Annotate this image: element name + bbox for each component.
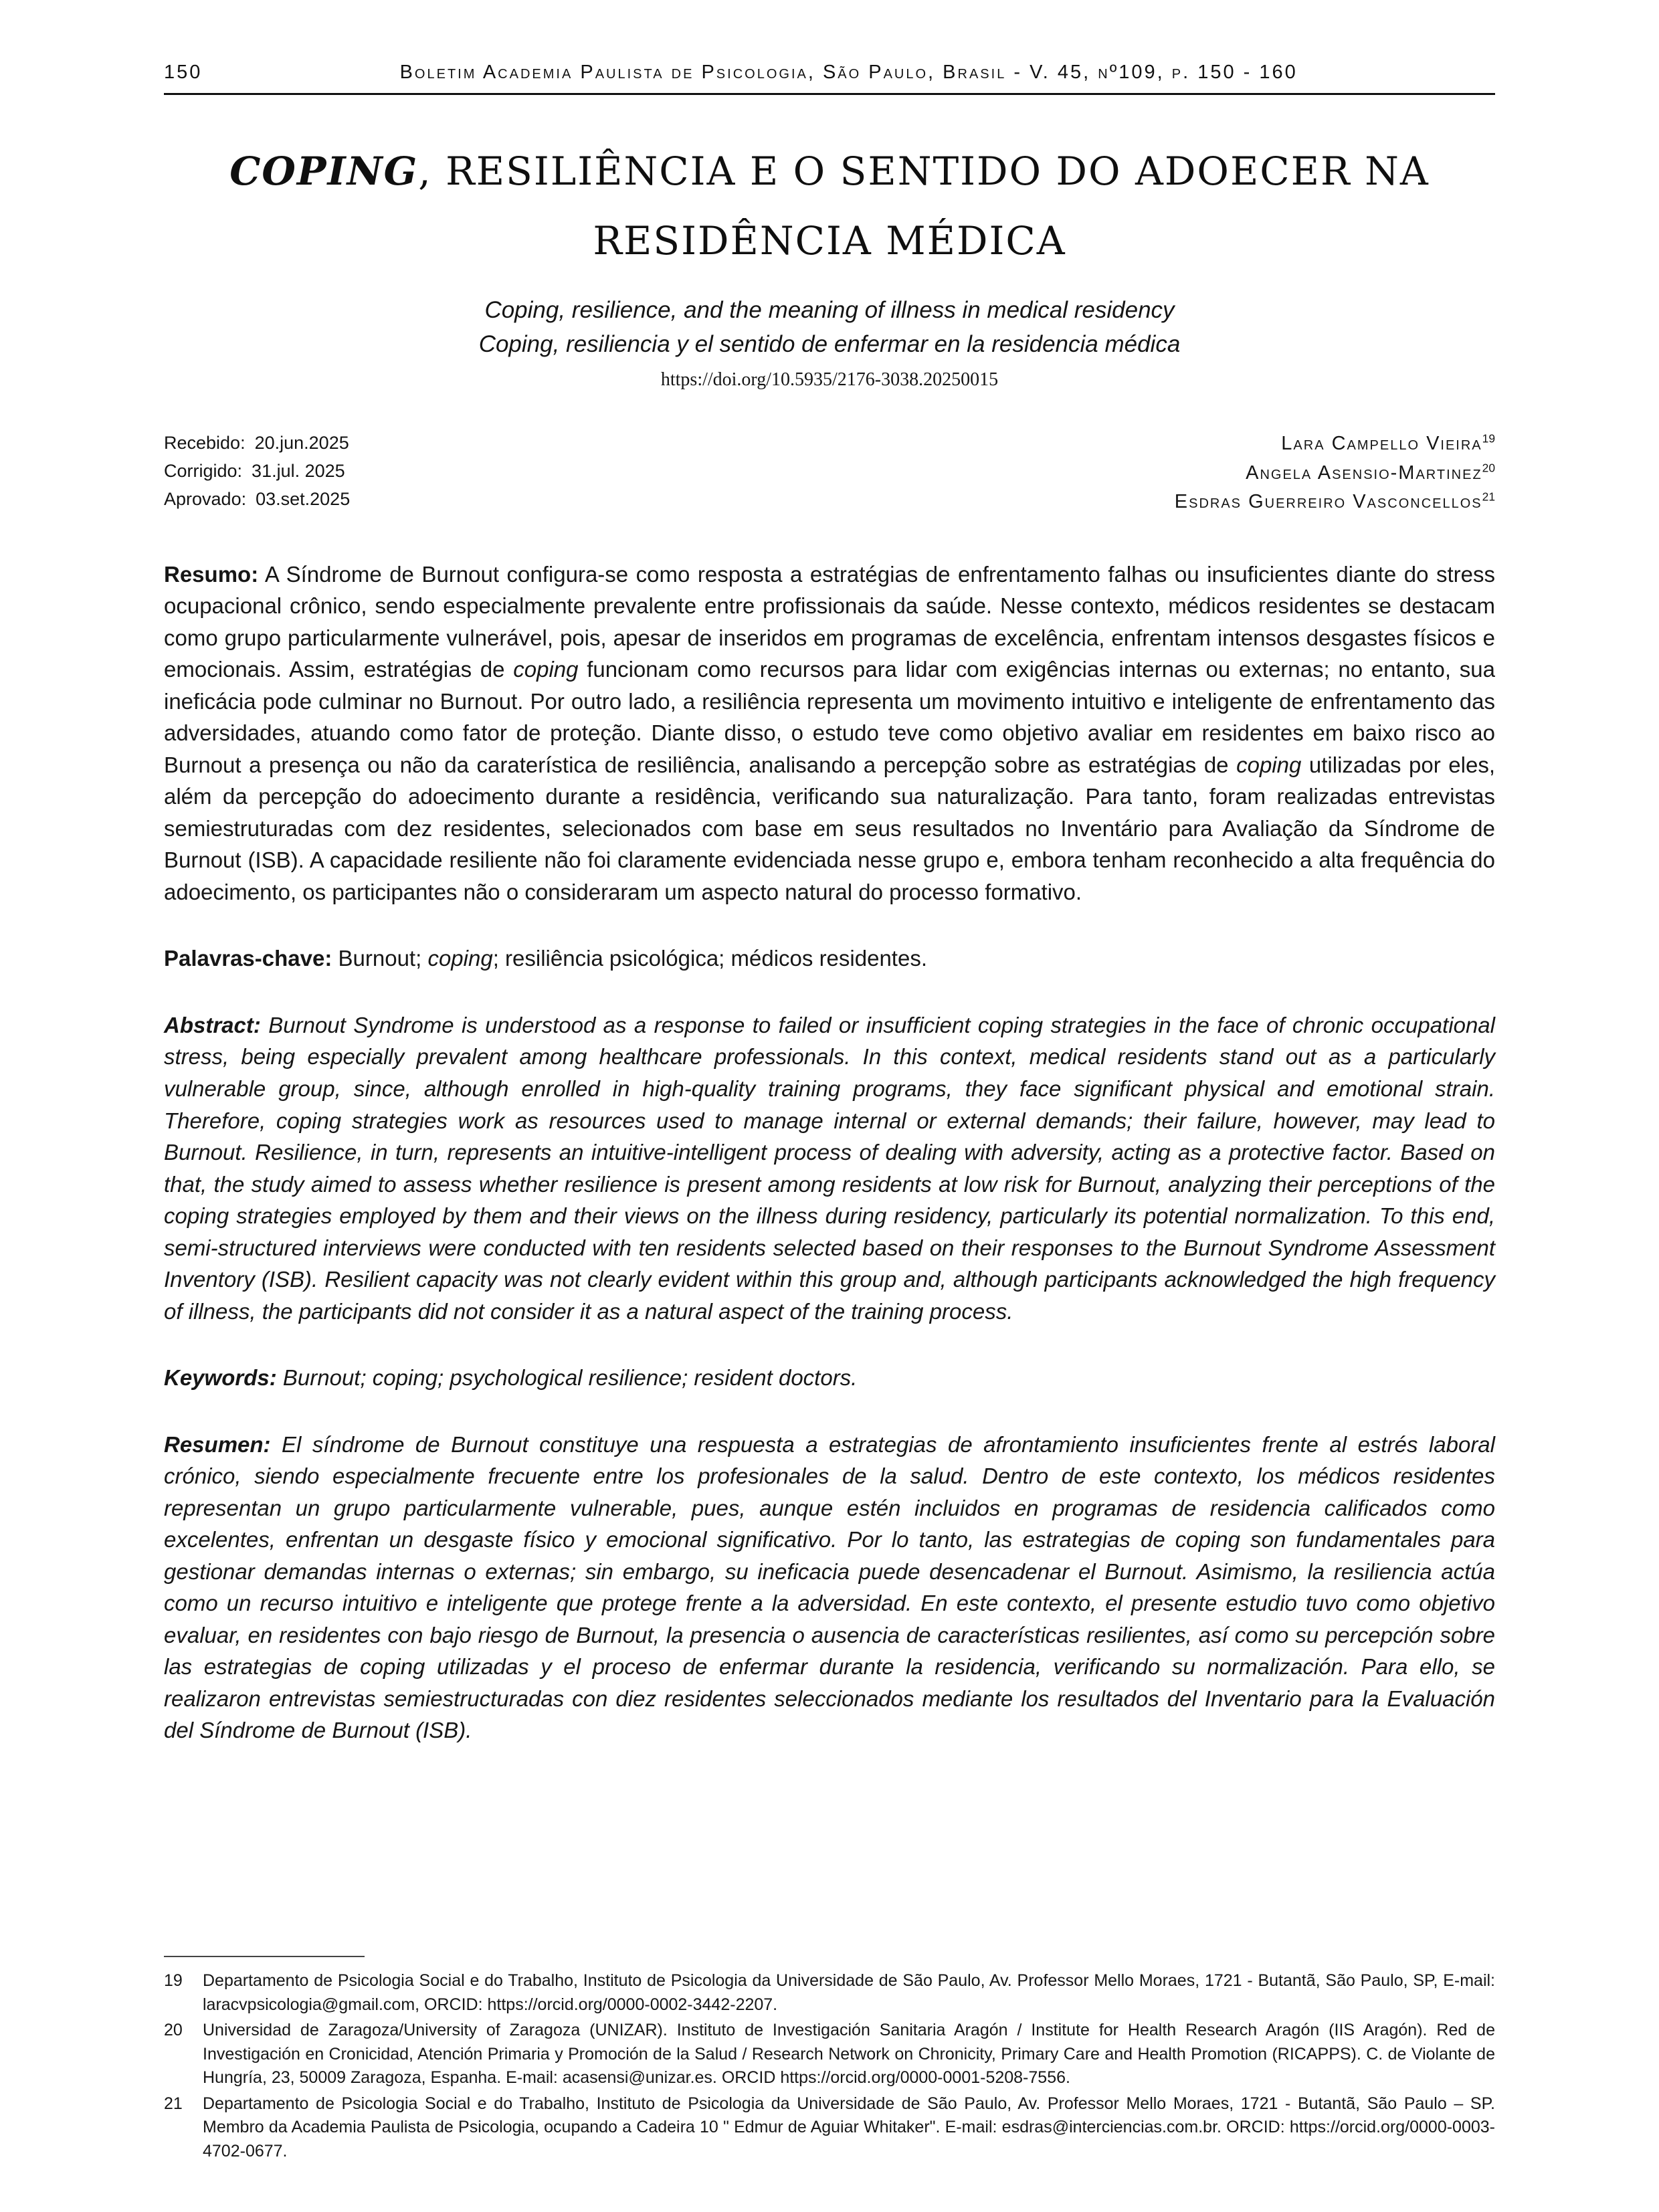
- article-meta: [164, 429, 1495, 517]
- author-3: [1175, 488, 1495, 517]
- abstract-portuguese: Resumo: A Síndrome de Burnout configura-se como resposta a estratégias de enfrentamento falhas ou insuficientes diante do stress ocupacional crônico, sendo especialmente prevalente entre profissionais da saúde. Nesse contexto, médicos residentes se destacam como grupo particularmente vulnerável, pois, apesar de inseridos em programas de excelência, enfrentam intensos desgastes físicos e emocionais. Assim, estratégias de coping funcionam como recursos para lidar com exigências internas ou externas; no entanto, sua ineficácia pode culminar no Burnout. Por outro lado, a resiliência representa um movimento intuitivo e inteligente de enfrentamento das adversidades, atuando como fator de proteção. Diante disso, o estudo teve como objetivo avaliar em residentes em baixo risco ao Burnout a presença ou não da caraterística de resiliência, analisando a percepção sobre as estratégias de coping utilizadas por eles, além da percepção do adoecimento durante a residência, verificando sua naturalização. Para tanto, foram realizadas entrevistas semiestruturadas com dez residentes, selecionados com base em seus resultados no Inventário para Avaliação da Síndrome de Burnout (ISB). A capacidade resiliente não foi claramente evidenciada nesse grupo e, embora tenham reconhecido a alta frequência do adoecimento, os participantes não o consideraram um aspecto natural do processo formativo.: [164, 561, 1496, 904]
- author-1-footnote-ref: 19: [1482, 431, 1495, 445]
- footnote-19-text: Departamento de Psicologia Social e do Trabalho, Instituto de Psicologia da Universidade de São Paulo, Av. Professor Mello Moraes, 1721 - Butantã, São Paulo, SP, E-mail: laracvpsicologia@gmail.com, ORCID: https://orcid.org/0000-0002-3442-2207.: [203, 1971, 1495, 2014]
- revision-dates: [164, 429, 350, 514]
- footnote-20-text: Universidad de Zaragoza/University of Zaragoza (UNIZAR). Instituto de Investigación Sanitaria Aragón / Institute for Health Research Aragón (IIS Aragón). Red de Investigación en Cronicidad, Atención Primaria y Promoción de la Salud / Research Network on Chronicity, Primary Care and Health Promotion (RICAPPS). C. de Violante de Hungría, 23, 50009 Zaragoza, Espanha. E-mail: acasensi@unizar.es. ORCID https://orcid.org/0000-0001-5208-7556.: [203, 2021, 1495, 2087]
- abstracts-section: [164, 559, 1495, 1746]
- date-corrected-label: Corrigido:: [164, 461, 243, 482]
- footnote-19: [164, 1969, 1495, 2017]
- footnote-20: [164, 2019, 1495, 2090]
- footnote-20-number: 20: [164, 2021, 183, 2039]
- running-head: [164, 62, 1495, 95]
- date-received: [164, 429, 350, 458]
- author-3-footnote-ref: 21: [1482, 490, 1495, 504]
- author-2-name: Angela Asensio-Martinez: [1246, 462, 1482, 484]
- author-1: [1175, 429, 1495, 459]
- date-approved: [164, 486, 350, 514]
- footnote-19-number: 19: [164, 1971, 183, 1990]
- journal-title: Boletim Academia Paulista de Psicologia, São Paulo, Brasil - V. 45, nº109, p. 150 - 160: [399, 62, 1298, 83]
- footnote-21: [164, 2092, 1495, 2164]
- keywords-portuguese: Palavras-chave: Burnout; coping; resiliência psicológica; médicos residentes.: [164, 946, 927, 971]
- author-2-footnote-ref: 20: [1482, 461, 1495, 475]
- author-list: [1175, 429, 1495, 517]
- subtitle-english: Coping, resilience, and the meaning of illness in medical residency: [484, 296, 1175, 323]
- date-received-value: 20.jun.2025: [254, 433, 349, 454]
- doi-link: https://doi.org/10.5935/2176-3038.20250015: [660, 369, 999, 391]
- author-2: [1175, 459, 1495, 488]
- author-1-name: Lara Campello Vieira: [1281, 433, 1482, 455]
- author-3-name: Esdras Guerreiro Vasconcellos: [1174, 491, 1482, 513]
- page-number: 150: [164, 62, 203, 83]
- abstract-spanish: Resumen: El síndrome de Burnout constituye una respuesta a estrategias de afrontamiento insuficientes frente al estrés laboral crónico, siendo especialmente frecuente entre los profesionales de la salud. Dentro de este contexto, los médicos residentes representan un grupo particularmente vulnerable, pues, aunque estén incluidos en programas de residencia calificados como excelentes, enfrentan un desgaste físico y emocional significativo. Por lo tanto, las estrategias de coping son fundamentales para gestionar demandas internas o externas; sin embargo, su ineficacia puede desencadenar el Burnout. Asimismo, la resiliencia actúa como un recurso intuitivo e inteligente que protege frente a la adversidad. En este contexto, el presente estudio tuvo como objetivo evaluar, en residentes con bajo riesgo de Burnout, la presencia o ausencia de características resilientes, así como su percepción sobre las estrategias de coping utilizadas y el proceso de enfermar durante la residencia, verificando su normalización. Para ello, se realizaron entrevistas semiestructuradas con diez residentes seleccionados mediante los resultados del Inventario para la Evaluación del Síndrome de Burnout (ISB).: [164, 1431, 1495, 1743]
- date-approved-label: Aprovado:: [164, 488, 247, 509]
- date-received-label: Recebido:: [164, 433, 246, 454]
- footnote-21-text: Departamento de Psicologia Social e do Trabalho, Instituto de Psicologia da Universidade de São Paulo, Av. Professor Mello Moraes, 1721 - Butantã, São Paulo – SP. Membro da Academia Paulista de Psicologia, ocupando a Cadeira 10 " Edmur de Aguiar Whitaker". E-mail: esdras@interciencias.com.br. ORCID: https://orcid.org/0000-0003-4702-0677.: [203, 2094, 1495, 2160]
- abstract-english: Abstract: Burnout Syndrome is understood as a response to failed or insufficient coping strategies in the face of chronic occupational stress, being especially prevalent among healthcare professionals. In this context, medical residents stand out as a particularly vulnerable group, since, although enrolled in high-quality training programs, they face significant physical and emotional strain. Therefore, coping strategies work as resources used to manage internal or external demands; their failure, however, may lead to Burnout. Resilience, in turn, represents an intuitive-intelligent process of dealing with adversity, acting as a protective factor. Based on that, the study aimed to assess whether resilience is present among residents at low risk for Burnout, analyzing their perceptions of the coping strategies employed by them and their views on the illness during residency, particularly its potential normalization. To this end, semi-structured interviews were conducted with ten residents selected based on their responses to the Burnout Syndrome Assessment Inventory (ISB). Resilient capacity was not clearly evident within this group and, although participants acknowledged the high frequency of illness, the participants did not consider it as a natural aspect of the training process.: [164, 1012, 1495, 1324]
- date-corrected: [164, 458, 350, 486]
- footnote-rule: [164, 1956, 365, 1957]
- footnotes-section: [164, 1956, 1495, 2165]
- date-approved-value: 03.set.2025: [256, 488, 351, 509]
- footnote-21-number: 21: [164, 2094, 183, 2113]
- keywords-english: Keywords: Burnout; coping; psychological resilience; resident doctors.: [164, 1365, 858, 1391]
- article-title: COPING, RESILIÊNCIA E O SENTIDO DO ADOECER NA RESIDÊNCIA MÉDICA: [229, 148, 1430, 264]
- date-corrected-value: 31.jul. 2025: [252, 461, 345, 482]
- subtitle-spanish: Coping, resiliencia y el sentido de enfermar en la residencia médica: [478, 330, 1181, 357]
